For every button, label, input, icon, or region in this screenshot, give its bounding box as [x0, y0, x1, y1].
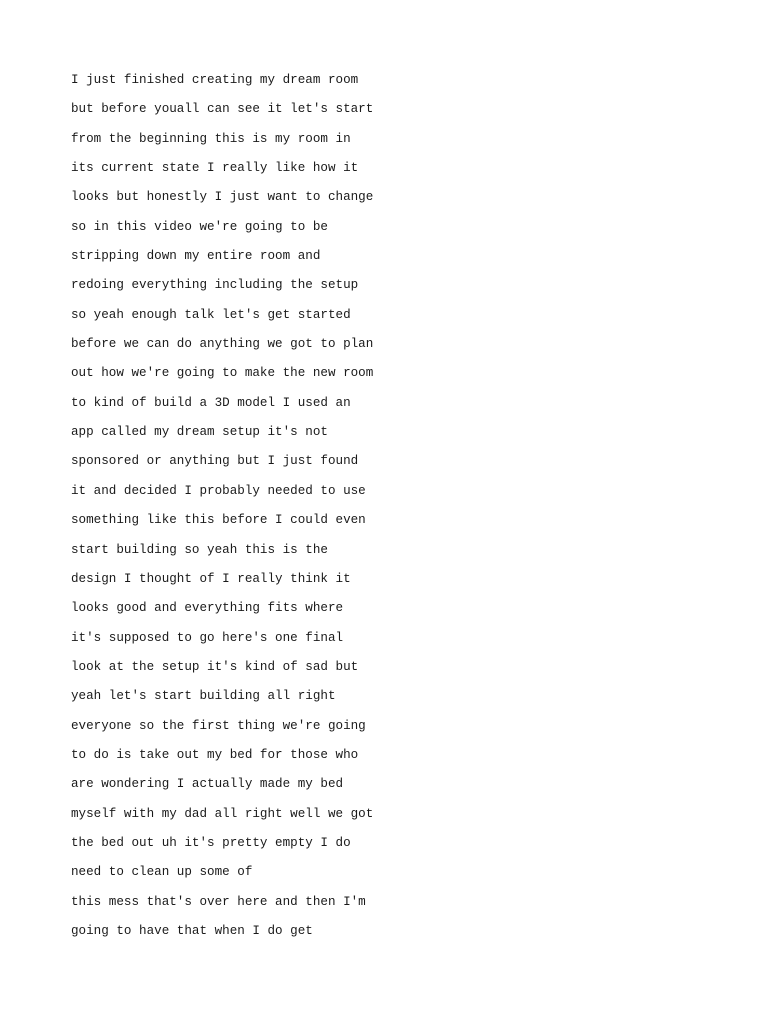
text-line: so in this video we're going to be: [71, 219, 328, 234]
text-line: app called my dream setup it's not: [71, 425, 328, 440]
text-line: to do is take out my bed for those who: [71, 747, 359, 762]
text-line: are wondering I actually made my bed: [71, 777, 344, 792]
text-line: look at the setup it's kind of sad but: [71, 659, 359, 674]
text-line: out how we're going to make the new room: [71, 366, 374, 381]
text-line: it's supposed to go here's one final: [71, 630, 344, 645]
text-line: before we can do anything we got to plan: [71, 337, 374, 352]
text-line: yeah let's start building all right: [71, 689, 336, 704]
text-line: everyone so the first thing we're going: [71, 718, 366, 733]
text-line: design I thought of I really think it: [71, 571, 351, 586]
text-line: going to have that when I do get: [71, 923, 313, 938]
text-line: stripping down my entire room and: [71, 249, 321, 264]
text-line: looks good and everything fits where: [71, 601, 344, 616]
text-line: sponsored or anything but I just found: [71, 454, 359, 469]
text-line: myself with my dad all right well we got: [71, 806, 374, 821]
text-line: looks but honestly I just want to change: [71, 190, 374, 205]
text-line: start building so yeah this is the: [71, 542, 328, 557]
text-line: but before youall can see it let's start: [71, 102, 374, 117]
text-line: from the beginning this is my room in: [71, 131, 351, 146]
text-line: I just finished creating my dream room: [71, 73, 359, 87]
text-line: something like this before I could even: [71, 513, 366, 528]
text-line: it and decided I probably needed to use: [71, 483, 366, 498]
text-line: this mess that's over here and then I'm: [71, 894, 366, 909]
text-line: need to clean up some of: [71, 865, 253, 880]
text-line: redoing everything including the setup: [71, 278, 359, 293]
text-line: to kind of build a 3D model I used an: [71, 395, 351, 410]
transcript-page: [71, 70, 731, 950]
text-line: its current state I really like how it: [71, 161, 359, 176]
text-line: the bed out uh it's pretty empty I do: [71, 835, 351, 850]
text-line: so yeah enough talk let's get started: [71, 307, 351, 322]
